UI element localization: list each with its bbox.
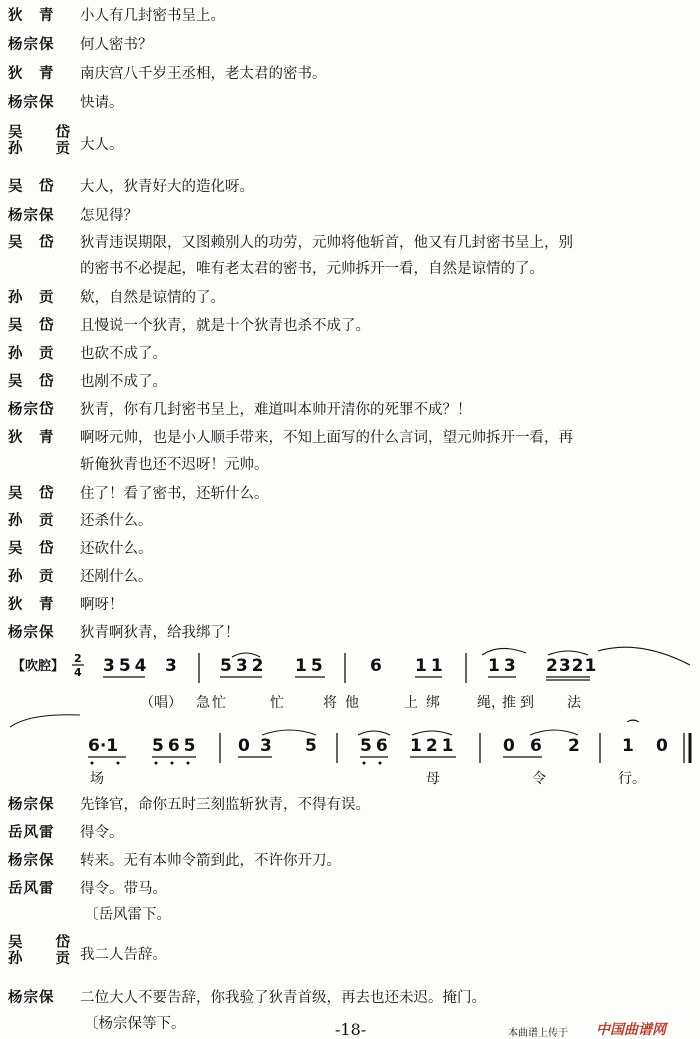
speech: 还杀什么。 [80,513,153,529]
note-group: 6 [530,736,542,756]
speech: 得令。 [80,825,124,841]
speech: 啊呀！ [80,597,124,613]
speaker: 杨宗保 [8,37,55,53]
site-logo: 中国曲谱网 [596,1022,666,1038]
lyric: 推到 [502,695,538,711]
lyric: 母 [426,771,440,787]
note-group: 11 [415,656,447,676]
dialogue-line [0,126,700,166]
speech: 我二人告辞。 [80,947,167,963]
lyric: 法 [567,695,581,711]
note-group: 13 [488,656,520,676]
speech: 转来。无有本帅令箭到此，不许你开刀。 [80,853,341,869]
speech: 得令。带马。 [80,881,167,897]
speech: 大人。 [80,137,124,153]
speaker: 杨宗保 [8,990,55,1006]
music-score [0,645,700,795]
speaker: 狄 青 [8,8,55,24]
speaker-top: 吴 岱 [8,935,85,951]
lyric: 行。 [618,771,646,787]
speaker: 岳风雷 [8,881,55,897]
speech: 也砍不成了。 [80,346,167,362]
speech: 欸，自然是谅情的了。 [80,290,225,306]
dialogue-line [0,233,700,281]
speaker: 孙 贡 [8,346,55,362]
note-group: 15 [295,656,327,676]
score-graphics [0,645,700,795]
note-group: 354 [103,656,151,676]
note-group: 3 [165,656,177,676]
speech: 快请。 [80,95,124,111]
lyric: 将他 [323,695,367,711]
stage-direction-text: 〔杨宗保等下。 [84,1016,186,1032]
lyric: 绳， [477,695,505,711]
speech: 何人密书？ [80,37,153,53]
note-group: 6·1 [88,736,119,756]
speaker: 杨宗岱 [8,402,55,418]
note-group: 2321 [546,656,598,676]
speech: 大人，狄青好大的造化呀。 [80,179,254,195]
lyric: 场 [90,771,104,787]
speech: 二位大人不要告辞，你我验了狄青首级，再去也还未迟。掩门。 [80,990,486,1006]
speaker-bottom: 孙 贡 [8,141,85,157]
speaker: 孙 贡 [8,569,55,585]
lyric: 上绑 [404,695,448,711]
note-group: 0 [238,736,250,756]
speaker: 吴 岱 [8,318,55,334]
speaker: 狄 青 [8,66,55,82]
speaker: 杨宗保 [8,208,55,224]
speaker-top: 吴 岱 [8,125,85,141]
speech: 怎见得？ [80,208,138,224]
speaker: 狄 青 [8,430,55,446]
speaker: 吴 岱 [8,374,55,390]
speaker: 狄 青 [8,597,55,613]
speaker: 孙 贡 [8,290,55,306]
lyric: 令 [532,771,546,787]
note-group: 121 [410,736,458,756]
note-group: 0 [656,736,668,756]
note-group: 0 [503,736,515,756]
note-group: 56 [360,736,392,756]
speech-continuation: 的密书不必提起，唯有老太君的密书，元帅拆开一看，自然是谅情的了。 [80,261,544,277]
speaker: 吴 岱 [8,541,55,557]
tune-label: 【吹腔】 [12,659,65,674]
speech: 南庆宫八千岁王丞相，老太君的密书。 [80,66,327,82]
speech: 先锋官，命你五时三刻监斩狄青，不得有误。 [80,797,370,813]
speech: 还砍什么。 [80,541,153,557]
speaker: 吴 岱 [8,235,55,251]
fermata-mark: ⌒ [627,719,640,733]
speech: 住了！看了密书，还斩什么。 [80,486,269,502]
speech-continuation: 斩俺狄青也还不迟呀！元帅。 [80,457,269,473]
sing-tag: （唱） [140,695,182,711]
stage-direction-text: 〔岳风雷下。 [84,907,171,923]
speaker: 杨宗保 [8,95,55,111]
lyric: 忙 [270,695,284,711]
speaker: 吴 岱 [8,179,55,195]
note-group: 2 [568,736,580,756]
speaker: 岳风雷 [8,825,55,841]
speaker: 杨宗保 [8,625,55,641]
speaker: 杨宗保 [8,797,55,813]
speech: 小人有几封密书呈上。 [80,8,225,24]
note-group: 5 [305,736,317,756]
speaker: 孙 贡 [8,513,55,529]
speech: 啊呀元帅，也是小人顺手带来，不知上面写的什么言词，望元帅拆开一看，再 [80,430,573,446]
speech: 狄青啊狄青，给我绑了！ [80,625,240,641]
speech: 狄青违误期限，又图赖别人的功劳，元帅将他斩首，他又有几封密书呈上，别 [80,235,573,251]
speech: 还剐什么。 [80,569,153,585]
note-group: 565 [152,736,200,756]
time-signature-bottom: 4 [74,666,82,679]
speaker: 杨宗保 [8,853,55,869]
speaker: 吴 岱 [8,486,55,502]
note-group: 6 [370,656,382,676]
lyric: 急忙 [196,695,228,711]
speech: 且慢说一个狄青，就是十个狄青也杀不成了。 [80,318,370,334]
dialogue-line [0,428,700,476]
speech: 狄青，你有几封密书呈上，难道叫本帅开清你的死罪不成？！ [80,402,472,418]
dialogue-line [0,936,700,976]
note-group: 3 [260,736,272,756]
page-number: -18- [335,1020,367,1039]
note-group: 1 [622,736,634,756]
time-signature-top: 2 [74,652,82,665]
upload-note: 本曲谱上传于 [508,1028,568,1039]
speech: 也剐不成了。 [80,374,167,390]
note-group: 532 [220,656,268,676]
speaker-bottom: 孙 贡 [8,951,85,967]
